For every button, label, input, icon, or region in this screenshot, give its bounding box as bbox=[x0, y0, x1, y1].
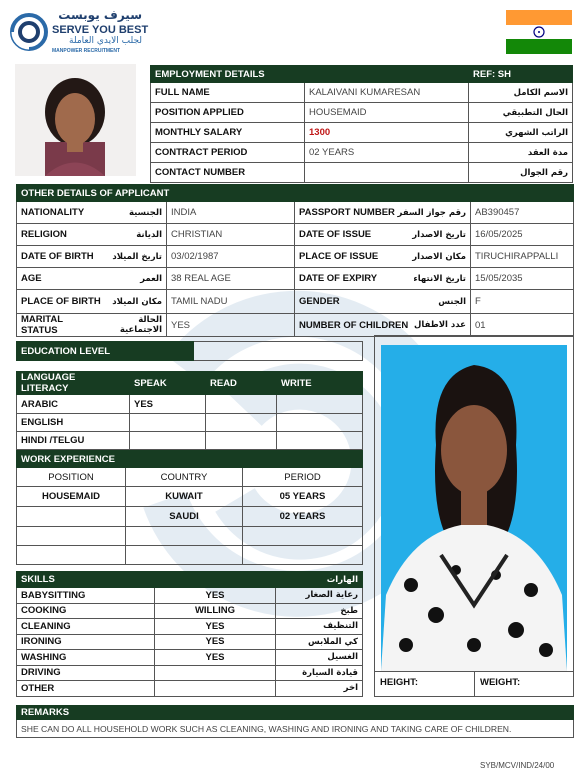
skill-value: YES bbox=[155, 650, 276, 666]
ref-label: REF: SH bbox=[469, 66, 573, 83]
brand-tagline: MANPOWER RECRUITMENT bbox=[52, 48, 121, 54]
date-of-issue-value: 16/05/2025 bbox=[471, 224, 574, 246]
footer-code: SYB/MCV/IND/24/00 bbox=[480, 761, 555, 769]
marital-status-arabic: الحالة الاجتماعية bbox=[119, 315, 162, 335]
education-level-table bbox=[16, 341, 363, 361]
other-details-title: OTHER DETAILS OF APPLICANT bbox=[17, 185, 295, 202]
place-of-birth-arabic: مكان الميلاد bbox=[112, 296, 162, 307]
period-header: PERIOD bbox=[243, 468, 363, 487]
write-value bbox=[277, 395, 363, 414]
contact-number-value bbox=[305, 163, 469, 183]
date-of-birth-value: 03/02/1987 bbox=[167, 246, 295, 268]
work-experience-table bbox=[16, 450, 363, 565]
full-name-value: KALAIVANI KUMARESAN bbox=[305, 83, 469, 103]
skill-value: YES bbox=[155, 634, 276, 650]
work-country bbox=[126, 527, 243, 546]
work-period bbox=[243, 546, 363, 565]
skill-arabic: التنظيف bbox=[276, 619, 363, 635]
position-applied-arabic: الحال التطبيقي bbox=[469, 103, 573, 123]
brand-arabic-name: سيرف يوبست bbox=[58, 8, 142, 22]
language-name: HINDI /TELGU bbox=[17, 432, 130, 450]
date-of-birth-label: DATE OF BIRTH bbox=[21, 251, 94, 262]
brand-arabic-tagline: لجلب الايدي العاملة bbox=[69, 36, 142, 46]
other-details-table bbox=[16, 184, 574, 337]
work-period: 05 YEARS bbox=[243, 487, 363, 507]
language-name: ENGLISH bbox=[17, 414, 130, 432]
read-value bbox=[206, 414, 277, 432]
place-of-issue-arabic: مكان الاصدار bbox=[412, 251, 466, 262]
work-country: KUWAIT bbox=[126, 487, 243, 507]
number-of-children-label: NUMBER OF CHILDREN bbox=[299, 319, 409, 331]
date-of-expiry-value: 15/05/2035 bbox=[471, 268, 574, 290]
position-applied-label: POSITION APPLIED bbox=[151, 103, 305, 123]
place-of-issue-value: TIRUCHIRAPPALLI bbox=[471, 246, 574, 268]
position-header: POSITION bbox=[17, 468, 126, 487]
contact-number-arabic: رقم الجوال bbox=[469, 163, 573, 183]
passport-number-label: PASSPORT NUMBER bbox=[299, 207, 395, 218]
number-of-children-arabic: عدد الاطفال bbox=[414, 320, 466, 330]
india-flag bbox=[506, 10, 572, 54]
remarks-table bbox=[16, 705, 574, 738]
passport-number-value: AB390457 bbox=[471, 202, 574, 224]
monthly-salary-arabic: الراتب الشهري bbox=[469, 123, 573, 143]
skill-arabic: اخر bbox=[276, 681, 363, 697]
full-name-label: FULL NAME bbox=[151, 83, 305, 103]
skill-arabic: قيادة السيارة bbox=[276, 665, 363, 681]
date-of-issue-arabic: تاريخ الاصدار bbox=[412, 229, 466, 240]
contract-period-label: CONTRACT PERIOD bbox=[151, 143, 305, 163]
speak-value bbox=[130, 432, 206, 450]
religion-label: RELIGION bbox=[21, 229, 67, 240]
language-header: LANGUAGE LITERACY bbox=[17, 372, 130, 395]
brand-logo bbox=[10, 8, 170, 58]
skill-value: YES bbox=[155, 588, 276, 604]
write-header: WRITE bbox=[277, 372, 363, 395]
gender-arabic: الجنس bbox=[438, 296, 466, 307]
nationality-label: NATIONALITY bbox=[21, 207, 85, 218]
skills-title: SKILLS bbox=[17, 572, 276, 588]
applicant-photo-full bbox=[381, 345, 567, 671]
number-of-children-value: 01 bbox=[471, 314, 574, 337]
religion-arabic: الديانة bbox=[136, 229, 162, 240]
applicant-photo-full-frame bbox=[374, 335, 574, 697]
write-value bbox=[277, 414, 363, 432]
date-of-expiry-arabic: تاريخ الانتهاء bbox=[413, 273, 466, 284]
position-applied-value: HOUSEMAID bbox=[305, 103, 469, 123]
read-header: READ bbox=[206, 372, 277, 395]
contract-period-arabic: مدة العقد bbox=[469, 143, 573, 163]
remarks-text: SHE CAN DO ALL HOUSEHOLD WORK SUCH AS CLEANING, WASHING AND IRONING AND TAKING CARE OF CHILDREN. bbox=[17, 720, 574, 738]
work-experience-title: WORK EXPERIENCE bbox=[17, 451, 363, 468]
read-value bbox=[206, 395, 277, 414]
work-position bbox=[17, 507, 126, 527]
gender-value: F bbox=[471, 290, 574, 314]
contract-period-value: 02 YEARS bbox=[305, 143, 469, 163]
monthly-salary-value: 1300 bbox=[305, 123, 469, 143]
education-level-title: EDUCATION LEVEL bbox=[17, 342, 194, 361]
full-name-arabic: الاسم الكامل bbox=[469, 83, 573, 103]
work-position bbox=[17, 527, 126, 546]
monthly-salary-label: MONTHLY SALARY bbox=[151, 123, 305, 143]
height-label: HEIGHT: bbox=[380, 677, 418, 688]
read-value bbox=[206, 432, 277, 450]
gender-label: GENDER bbox=[299, 296, 340, 307]
passport-number-arabic: رقم جواز السفر bbox=[397, 207, 466, 218]
work-period: 02 YEARS bbox=[243, 507, 363, 527]
skill-name: DRIVING bbox=[17, 665, 155, 681]
skill-value bbox=[155, 665, 276, 681]
skill-name: BABYSITTING bbox=[17, 588, 155, 604]
speak-value bbox=[130, 414, 206, 432]
skill-name: CLEANING bbox=[17, 619, 155, 635]
skill-name: WASHING bbox=[17, 650, 155, 666]
education-level-value bbox=[194, 342, 363, 361]
age-arabic: العمر bbox=[140, 273, 162, 284]
skill-value: YES bbox=[155, 619, 276, 635]
country-header: COUNTRY bbox=[126, 468, 243, 487]
ashoka-chakra-icon bbox=[533, 26, 545, 38]
language-name: ARABIC bbox=[17, 395, 130, 414]
nationality-arabic: الجنسية bbox=[129, 207, 162, 218]
contact-number-label: CONTACT NUMBER bbox=[151, 163, 305, 183]
brand-emblem-icon bbox=[10, 13, 48, 51]
speak-value: YES bbox=[130, 395, 206, 414]
remarks-title: REMARKS bbox=[17, 706, 574, 720]
skill-value bbox=[155, 681, 276, 697]
work-position: HOUSEMAID bbox=[17, 487, 126, 507]
age-label: AGE bbox=[21, 273, 42, 284]
employment-details-table bbox=[150, 65, 573, 183]
write-value bbox=[277, 432, 363, 450]
skill-name: IRONING bbox=[17, 634, 155, 650]
applicant-photo-small bbox=[15, 64, 136, 176]
skill-arabic: كي الملابس bbox=[276, 634, 363, 650]
religion-value: CHRISTIAN bbox=[167, 224, 295, 246]
skills-title-arabic: الهارات bbox=[276, 572, 363, 588]
skill-arabic: الغسيل bbox=[276, 650, 363, 666]
marital-status-label: MARITAL STATUS bbox=[21, 314, 63, 336]
skills-table bbox=[16, 571, 363, 697]
speak-header: SPEAK bbox=[130, 372, 206, 395]
marital-status-value: YES bbox=[167, 314, 295, 337]
work-position bbox=[17, 546, 126, 565]
place-of-issue-label: PLACE OF ISSUE bbox=[299, 251, 379, 262]
language-literacy-table bbox=[16, 371, 363, 450]
skill-value: WILLING bbox=[155, 603, 276, 619]
brand-name: SERVE YOU BEST bbox=[52, 24, 149, 36]
work-country bbox=[126, 546, 243, 565]
age-value: 38 REAL AGE bbox=[167, 268, 295, 290]
date-of-expiry-label: DATE OF EXPIRY bbox=[299, 273, 378, 284]
skill-name: OTHER bbox=[17, 681, 155, 697]
weight-label: WEIGHT: bbox=[480, 677, 521, 688]
skill-arabic: طبخ bbox=[276, 603, 363, 619]
date-of-issue-label: DATE OF ISSUE bbox=[299, 229, 372, 240]
nationality-value: INDIA bbox=[167, 202, 295, 224]
work-country: SAUDI bbox=[126, 507, 243, 527]
employment-details-title: EMPLOYMENT DETAILS bbox=[151, 66, 469, 83]
work-period bbox=[243, 527, 363, 546]
skill-name: COOKING bbox=[17, 603, 155, 619]
place-of-birth-label: PLACE OF BIRTH bbox=[21, 296, 101, 307]
place-of-birth-value: TAMIL NADU bbox=[167, 290, 295, 314]
skill-arabic: رعاية الصغار bbox=[276, 588, 363, 604]
date-of-birth-arabic: تاريخ الميلاد bbox=[112, 251, 162, 262]
